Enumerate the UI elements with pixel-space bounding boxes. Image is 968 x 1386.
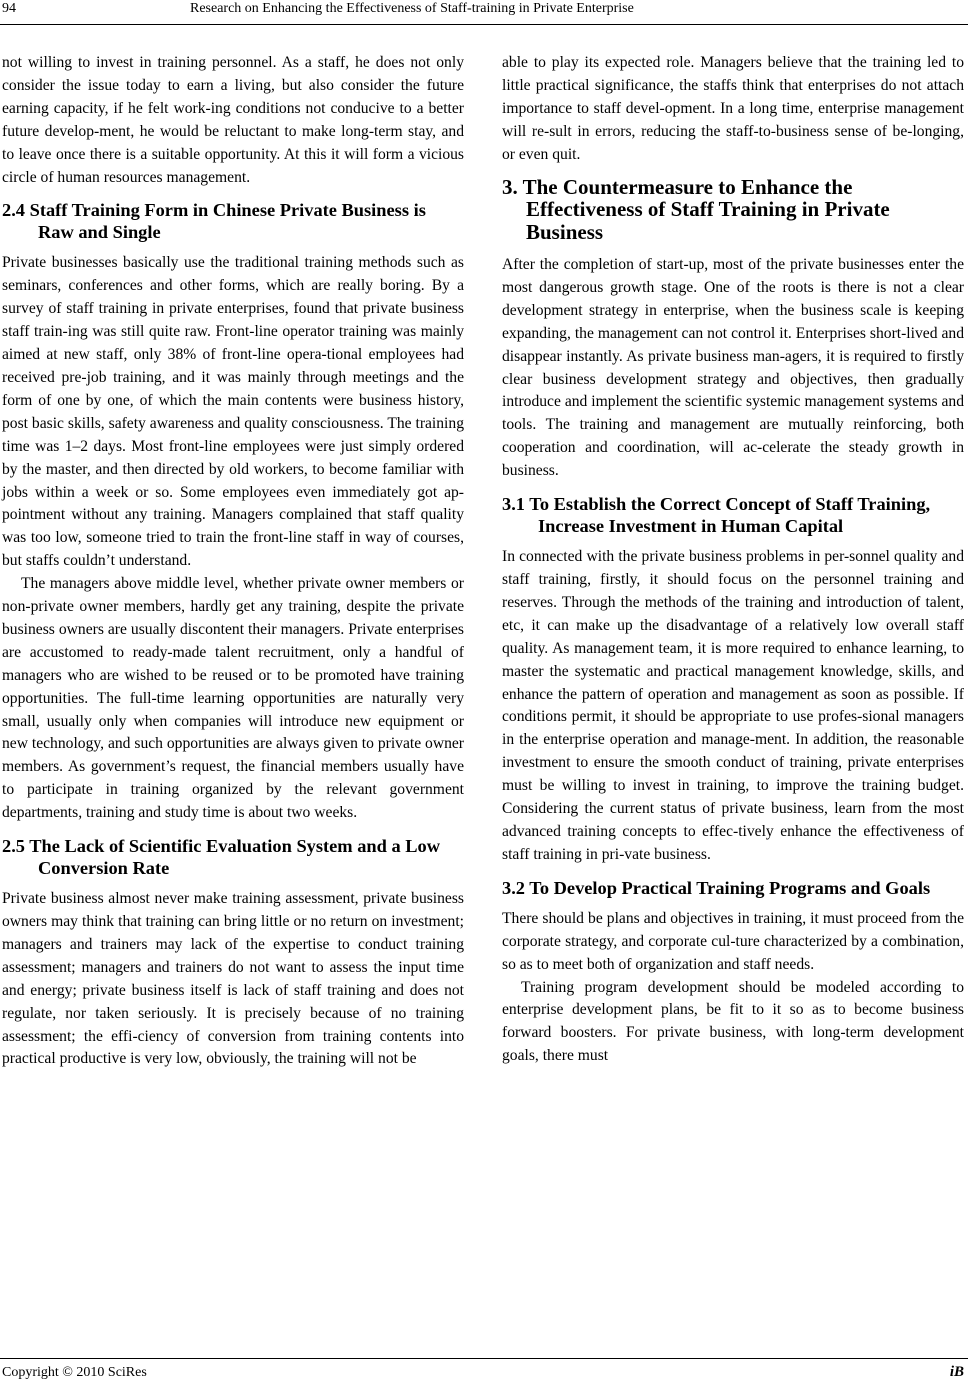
paragraph-2-4-a: Private businesses basically use the traditional training methods such as seminars, conferences and other forms, which are really boring. By a survey of staff training in private enterprises, found that private business staff train-ing was still quite raw. Front-line operator training was mainly aimed at new staff, only 38% of front-line opera-tional employees had received pre-job training, and it was mainly through meetings and the form of one by one, of which the main contents were business history, post basic skills, safety awareness and quality consciousness. The training time was 1–2 days. Most front-line employees were just simply ordered by the master, and then directed by old workers, to become familiar with jobs within a week or so. Some employees even immediately got ap-pointment without any training. Managers complained that staff quality was too low, someone tried to train the front-line staff in way of courses, but staffs couldn’t understand. (2, 254, 464, 570)
page-header (0, 0, 968, 25)
paragraph-2-5: Private business almost never make training assessment, private business owners may think that training can bring little or no return on investment; managers and trainers may lack of the expertise to conduct training assessment; managers and trainers do not want to assess the input time and energy; private business itself is lack of staff training and does not regulate, nor taken seriously. It is precisely because of no training assessment; the effi-ciency of conversion from training contents into practical productive is very low, obviously, the training will not be (2, 890, 464, 1068)
right-column (502, 52, 964, 1068)
paragraph-3-1: In connected with the private business problems in per-sonnel quality and staff training, firstly, it should focus on the personnel training and reserves. Through the methods of the training and introduction of talent, etc, it can make up the disadvantage of a relatively low overall staff quality. As management team, it is more required to enhance learning, to master the systematic and practical management knowledge, skills, and enhance the pattern of operation and management as soon as possible. If conditions permit, it should be appropriate to use profes-sional managers in the enterprise operation and manage-ment. In addition, the reasonable investment to ensure the smooth conduct of training, private enterprises must be willing to invest in training, to improve the training budget. Considering the current status of private business, learn from the most advanced training concepts to effec-tively enhance the effectiveness of staff training in pri-vate business. (502, 548, 964, 863)
heading-3: 3. The Countermeasure to Enhance the Effectiveness of Staff Training in Private Business (502, 174, 890, 244)
heading-2-4: 2.4 Staff Training Form in Chinese Private Business is Raw and Single (2, 200, 426, 243)
heading-2-5: 2.5 The Lack of Scientific Evaluation System and a Low Conversion Rate (2, 836, 441, 879)
heading-3-1: 3.1 To Establish the Correct Concept of Staff Training, Increase Investment in Human Capital (502, 494, 931, 537)
footer-rule (0, 1358, 968, 1359)
page-number: 94 (2, 1, 16, 16)
paragraph-continued: not willing to invest in training personnel. As a staff, he does not only consider the issue today to earn a living, but also consider the future earning capacity, if he felt work-ing conditions not conducive to a better future develop-ment, he would be reluctant to make long-term stay, and to leave once there is a suitable opportunity. At this it will form a vicious circle of human resources management. (2, 54, 464, 186)
paragraph-3-2-b: Training program development should be modeled according to enterprise development plans, be fit to it so as to become business forward boosters. For private business, with long-term development goals, there must (502, 978, 964, 1065)
paragraph-2-4-b: The managers above middle level, whether private owner members or non-private owner members, hardly get any training, despite the private business owners are usually discontent their managers. Private enterprises are accustomed to ready-made talent recruitment, only a handful of managers who are wished to be reused or to be promoted have training opportunities. The full-time learning opportunities are naturally very small, usually only when companies will introduce new equipment or new technology, and such opportunities are always given to private owner members. As government’s request, the financial members usually have to participate in training organized by the relevant government departments, training and study time is about two weeks. (2, 575, 464, 822)
paragraph-continued-right: able to play its expected role. Managers believe that the training led to little practical significance, the staffs think that enterprises do not attach importance to staff devel-opment. In a long time, enterprise management will re-sult in errors, reducing the staff-to-business sense of be-longing, or even quit. (502, 54, 964, 163)
paragraph-3-2-a: There should be plans and objectives in training, it must proceed from the corporate strategy, and corporate cul-ture characterized by a combination, so as to meet both of organization and staff needs. (502, 909, 964, 973)
left-column (2, 52, 464, 1071)
heading-3-2: 3.2 To Develop Practical Training Programs and Goals (502, 877, 931, 898)
running-title: Research on Enhancing the Effectiveness of Staff-training in Private Enterprise (190, 1, 634, 16)
journal-abbreviation: iB (949, 1364, 964, 1380)
copyright-notice: Copyright © 2010 SciRes (2, 1365, 147, 1380)
paragraph-3: After the completion of start-up, most of the private businesses enter the most dangerous growth stage. One of the roots is there is not a clear development strategy in enterprise, when the business scale is keeping expanding, the management can not control it. Enterprises short-lived and disappear instantly. As private business man-agers, it is required to firstly clear business development strategy and objectives, then gradually introduce and implement the scientific systemic management systems and tools. The training and management are mutually reinforcing, both cooperation and coordination, will ac-celerate the steady growth in business. (502, 256, 964, 480)
